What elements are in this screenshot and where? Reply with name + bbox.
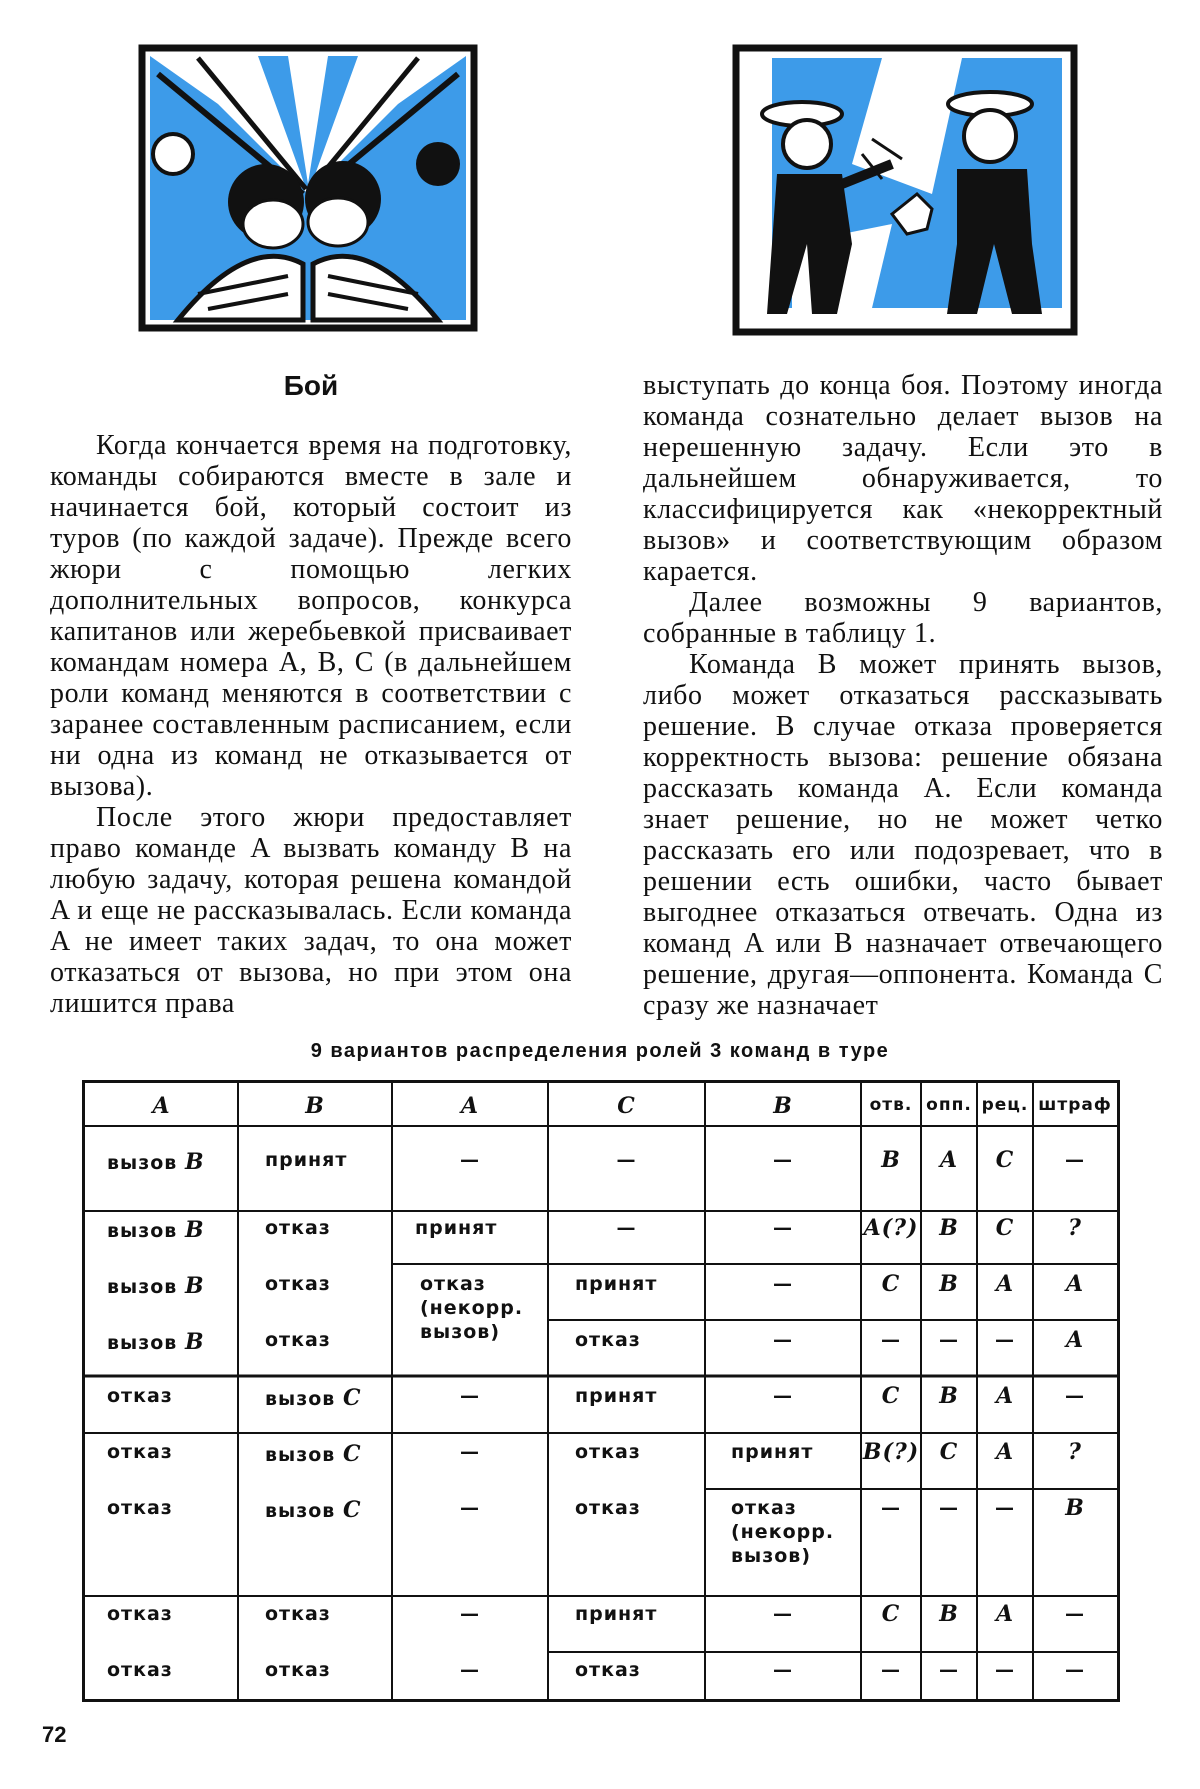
table-cell: — [881, 1329, 901, 1351]
table-cell: A [1065, 1271, 1085, 1297]
illustration-clashing-heads [138, 44, 478, 332]
table-cell: (некорр. [731, 1521, 835, 1543]
table-cell: вызов C [265, 1385, 362, 1411]
table-cell: вызов B [107, 1217, 205, 1243]
paragraph: Когда кончается время на подготовку, команды собираются вместе в зале и начинается бой, который состоит из туров (по каждой задаче). Прежде всего жюри с помощью легких дополнительных вопросов, конкурса капитанов или жеребьевкой присваивает командам номера A, B, C (в дальнейшем роли команд меняются в соответствии с заранее составленным расписанием, если ни одна из команд не отказывается от вызова). [50, 430, 572, 802]
header-cell: отв. [869, 1095, 913, 1115]
table-cell: — [881, 1659, 901, 1681]
table-cell: — [616, 1217, 637, 1239]
header-cell: B [305, 1093, 325, 1119]
table-cell: B [939, 1601, 959, 1627]
table-cell: отказ [265, 1329, 331, 1351]
table-cell: — [939, 1497, 959, 1519]
table-cell: — [1065, 1603, 1085, 1625]
table-cell: ? [1068, 1215, 1082, 1241]
table-cell: отказ [575, 1659, 641, 1681]
illustration-officers-glove [732, 44, 1078, 336]
table-cell: — [1065, 1659, 1085, 1681]
table-caption: 9 вариантов распределения ролей 3 команд в туре [310, 1040, 890, 1062]
table-cell: B [881, 1147, 901, 1173]
table-cell: — [1065, 1149, 1085, 1171]
table-cell: принят [575, 1385, 658, 1407]
table-cell: C [881, 1601, 901, 1627]
table-cell: — [773, 1217, 793, 1239]
table-cell: вызов) [731, 1545, 812, 1567]
table-cell: — [460, 1149, 480, 1171]
table-cell: — [773, 1603, 793, 1625]
table-cell: C [881, 1383, 901, 1409]
table-cell: — [460, 1659, 480, 1681]
table-cell: — [773, 1385, 793, 1407]
table-cell: — [616, 1149, 637, 1171]
table-cell: вызов B [107, 1273, 205, 1299]
table-cell: — [460, 1603, 480, 1625]
page-number: 72 [42, 1722, 67, 1747]
table-cell: C [881, 1271, 901, 1297]
paragraph: Далее возможны 9 вариантов, собранные в таблицу 1. [643, 587, 1163, 649]
table-cell: B(?) [862, 1439, 920, 1465]
header-cell: опп. [926, 1095, 972, 1115]
table-cell: отказ [107, 1603, 173, 1625]
table-cell: отказ [731, 1497, 797, 1519]
table-cell: принят [575, 1603, 658, 1625]
table-cell: B [939, 1215, 959, 1241]
table-cell: отказ [265, 1603, 331, 1625]
table-cell: A [1065, 1327, 1085, 1353]
table-cell: — [460, 1385, 480, 1407]
table-cell: отказ [265, 1217, 331, 1239]
table-cell: B [1065, 1495, 1085, 1521]
table-cell: (некорр. [420, 1297, 524, 1319]
text-column-right [643, 370, 1163, 1021]
table-cell: отказ [265, 1273, 331, 1295]
paragraph: Команда B может принять вызов, либо может отказаться рассказывать решение. В случае отказа проверяется корректность вызова: решение обязана рассказать команда A. Если команда знает решение, но не может четко рассказать его или подозревает, что в решении есть ошибки, часто бывает выгоднее отказаться отвечать. Одна из команд A или B назначает отвечающего решение, другая—оппонента. Команда C сразу же назначает [643, 649, 1163, 1021]
table-cell: A [995, 1439, 1015, 1465]
table-cell: отказ [575, 1329, 641, 1351]
table-cell: принят [731, 1441, 814, 1463]
table-cell: — [773, 1329, 793, 1351]
table-cell: — [881, 1497, 901, 1519]
table-cell: — [773, 1149, 793, 1171]
table-cell: отказ [107, 1441, 173, 1463]
header-cell: B [773, 1093, 793, 1119]
table-cell: — [773, 1659, 793, 1681]
table-cell: C [939, 1439, 959, 1465]
table-cell: A [995, 1601, 1015, 1627]
table-cell: — [939, 1329, 959, 1351]
table-cell: — [773, 1273, 793, 1295]
table-cell: — [460, 1441, 480, 1463]
table-cell: отказ [265, 1659, 331, 1681]
table-cell: отказ [107, 1497, 173, 1519]
table-cell: C [995, 1215, 1015, 1241]
table-cell: вызов B [107, 1149, 205, 1175]
table-cell: отказ [575, 1441, 641, 1463]
table-cell: B [939, 1271, 959, 1297]
table-cell: отказ [107, 1385, 173, 1407]
table-cell: принят [265, 1149, 348, 1171]
table-cell: — [995, 1659, 1015, 1681]
table-cell: — [460, 1497, 480, 1519]
table-cell: — [939, 1659, 959, 1681]
table-cell: вызов) [420, 1321, 501, 1343]
table-cell: C [995, 1147, 1015, 1173]
table-cell: принят [415, 1217, 498, 1239]
paragraph: выступать до конца боя. Поэтому иногда команда сознательно делает вызов на нерешенную задачу. Если это в дальнейшем обнаруживается, то классифицируется как «некорректный вызов» и соответствующим образом карается. [643, 370, 1163, 587]
table-cell: A [995, 1271, 1015, 1297]
table-cell: A [939, 1147, 959, 1173]
table-cell: B [939, 1383, 959, 1409]
section-heading: Бой [283, 370, 339, 401]
table-cell: A(?) [863, 1215, 919, 1241]
table-cell: — [1065, 1385, 1085, 1407]
header-cell: C [617, 1093, 636, 1119]
table-cell: — [995, 1497, 1015, 1519]
table-cell: — [995, 1329, 1015, 1351]
table-cell: отказ [107, 1659, 173, 1681]
table-cell: принят [575, 1273, 658, 1295]
header-cell: A [460, 1093, 480, 1119]
table-cell: ? [1068, 1439, 1082, 1465]
header-cell: A [152, 1093, 171, 1119]
paragraph: После этого жюри предоставляет право команде A вызвать команду B на любую задачу, которая решена командой A и еще не рассказывалась. Если команда A не имеет таких задач, то она может отказаться от вызова, но при этом она лишится права [50, 802, 572, 1019]
table-cell: вызов C [265, 1441, 362, 1467]
table-cell: вызов C [265, 1497, 362, 1523]
table-cell: отказ [420, 1273, 486, 1295]
table-cell: вызов B [107, 1329, 205, 1355]
table-cell: отказ [575, 1497, 641, 1519]
table-cell: A [995, 1383, 1015, 1409]
roles-table [82, 1080, 1120, 1702]
header-cell: рец. [981, 1095, 1029, 1115]
text-column-left [50, 430, 572, 1019]
header-cell: штраф [1038, 1095, 1112, 1115]
